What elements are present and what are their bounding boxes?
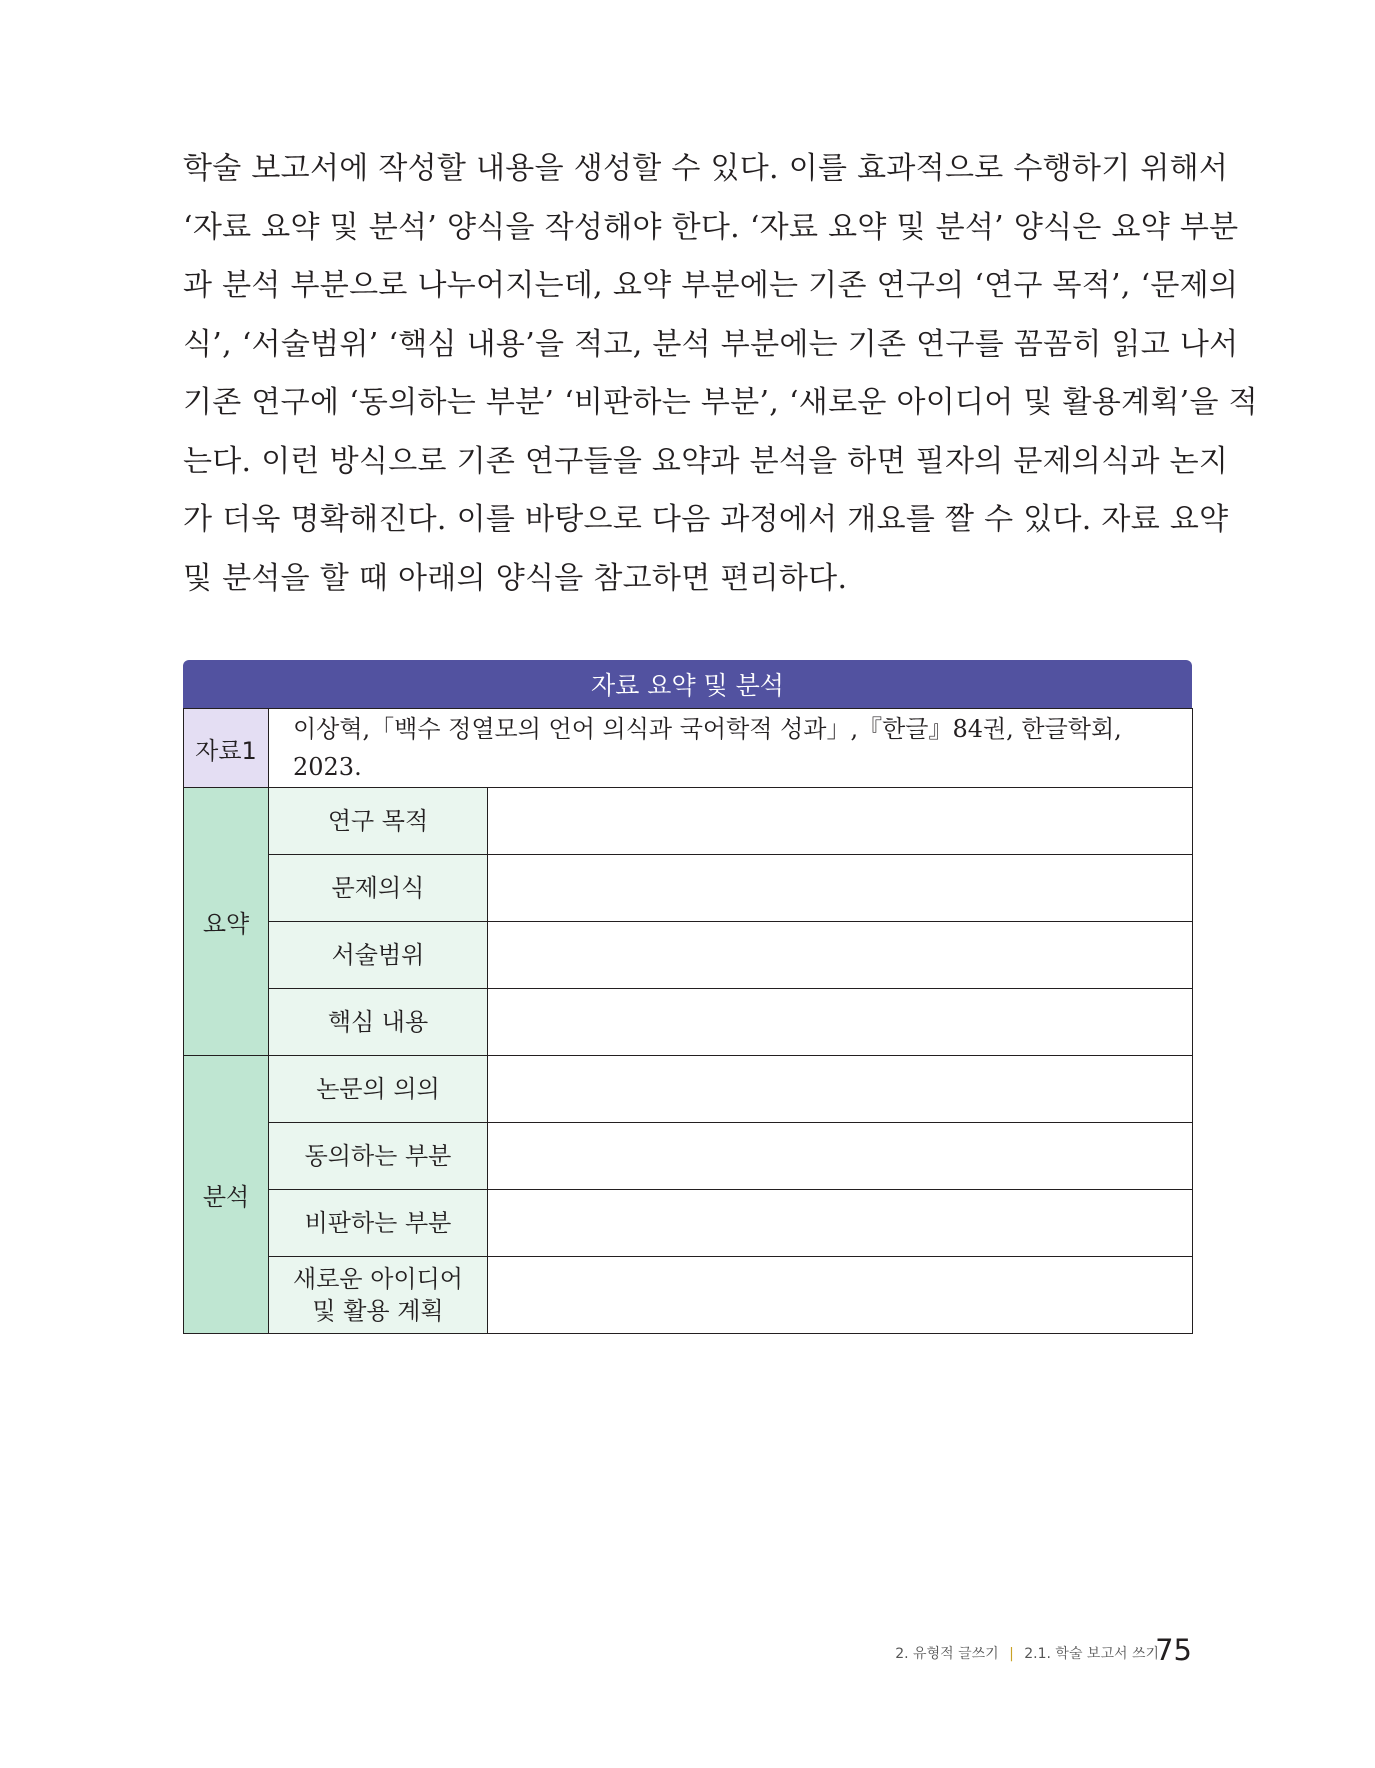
summary-analysis-form xyxy=(183,660,1192,1334)
page-number: 75 xyxy=(1155,1633,1192,1667)
row-label-significance: 논문의 의의 xyxy=(269,1056,488,1123)
citation-line: 이상혁,「백수 정열모의 언어 의식과 국어학적 성과」,『한글』84권, 한글학회, xyxy=(293,715,1122,743)
row-label-new-ideas xyxy=(269,1257,488,1334)
input-cell-problem-awareness[interactable] xyxy=(488,855,1193,922)
input-cell-research-purpose[interactable] xyxy=(488,788,1193,855)
table-row xyxy=(184,1257,1193,1334)
source-label: 자료1 xyxy=(184,709,269,788)
table-row xyxy=(184,788,1193,855)
row-label-research-purpose: 연구 목적 xyxy=(269,788,488,855)
table-row xyxy=(184,1190,1193,1257)
table-row xyxy=(184,1123,1193,1190)
input-cell-critique[interactable] xyxy=(488,1190,1193,1257)
paragraph-line: 및 분석을 할 때 아래의 양식을 참고하면 편리하다. xyxy=(183,560,848,596)
table-row xyxy=(184,855,1193,922)
paragraph-line: 기존 연구에 ‘동의하는 부분’ ‘비판하는 부분’, ‘새로운 아이디어 및 활용계획’을 적 xyxy=(183,385,1258,420)
input-cell-significance[interactable] xyxy=(488,1056,1193,1123)
page-footer xyxy=(0,1633,1375,1669)
input-cell-scope[interactable] xyxy=(488,922,1193,989)
running-footer xyxy=(895,1643,1159,1663)
paragraph-line: 과 분석 부분으로 나누어지는데, 요약 부분에는 기존 연구의 ‘연구 목적’, ‘문제의 xyxy=(183,268,1239,303)
row-label-key-content: 핵심 내용 xyxy=(269,989,488,1056)
citation-line: 2023. xyxy=(293,753,362,781)
source-row xyxy=(184,709,1193,788)
paragraph-line: 학술 보고서에 작성할 내용을 생성할 수 있다. 이를 효과적으로 수행하기 위해서 xyxy=(183,151,1229,186)
row-label-scope: 서술범위 xyxy=(269,922,488,989)
section-title: 2.1. 학술 보고서 쓰기 xyxy=(1024,1646,1159,1662)
form-table xyxy=(183,708,1193,1334)
table-row xyxy=(184,989,1193,1056)
row-label-line: 새로운 아이디어 xyxy=(293,1265,463,1293)
source-citation xyxy=(269,709,1193,788)
form-title: 자료 요약 및 분석 xyxy=(183,660,1192,708)
input-cell-key-content[interactable] xyxy=(488,989,1193,1056)
footer-separator: | xyxy=(1009,1646,1014,1662)
input-cell-new-ideas[interactable] xyxy=(488,1257,1193,1334)
row-label-problem-awareness: 문제의식 xyxy=(269,855,488,922)
paragraph-line: 식’, ‘서술범위’ ‘핵심 내용’을 적고, 분석 부분에는 기존 연구를 꼼꼼히 읽고 나서 xyxy=(183,326,1239,362)
paragraph-line: ‘자료 요약 및 분석’ 양식을 작성해야 한다. ‘자료 요약 및 분석’ 양식은 요약 부분 xyxy=(183,209,1239,245)
input-cell-agree[interactable] xyxy=(488,1123,1193,1190)
body-paragraph xyxy=(183,140,1258,608)
summary-group-label: 요약 xyxy=(184,788,269,1056)
row-label-agree: 동의하는 부분 xyxy=(269,1123,488,1190)
paragraph-line: 는다. 이런 방식으로 기존 연구들을 요약과 분석을 하면 필자의 문제의식과 논지 xyxy=(183,443,1229,479)
row-label-critique: 비판하는 부분 xyxy=(269,1190,488,1257)
table-row xyxy=(184,1056,1193,1123)
analysis-group-label: 분석 xyxy=(184,1056,269,1334)
table-row xyxy=(184,922,1193,989)
paragraph-line: 가 더욱 명확해진다. 이를 바탕으로 다음 과정에서 개요를 짤 수 있다. 자료 요약 xyxy=(183,502,1229,537)
chapter-title: 2. 유형적 글쓰기 xyxy=(895,1646,999,1662)
row-label-line: 및 활용 계획 xyxy=(312,1297,444,1325)
